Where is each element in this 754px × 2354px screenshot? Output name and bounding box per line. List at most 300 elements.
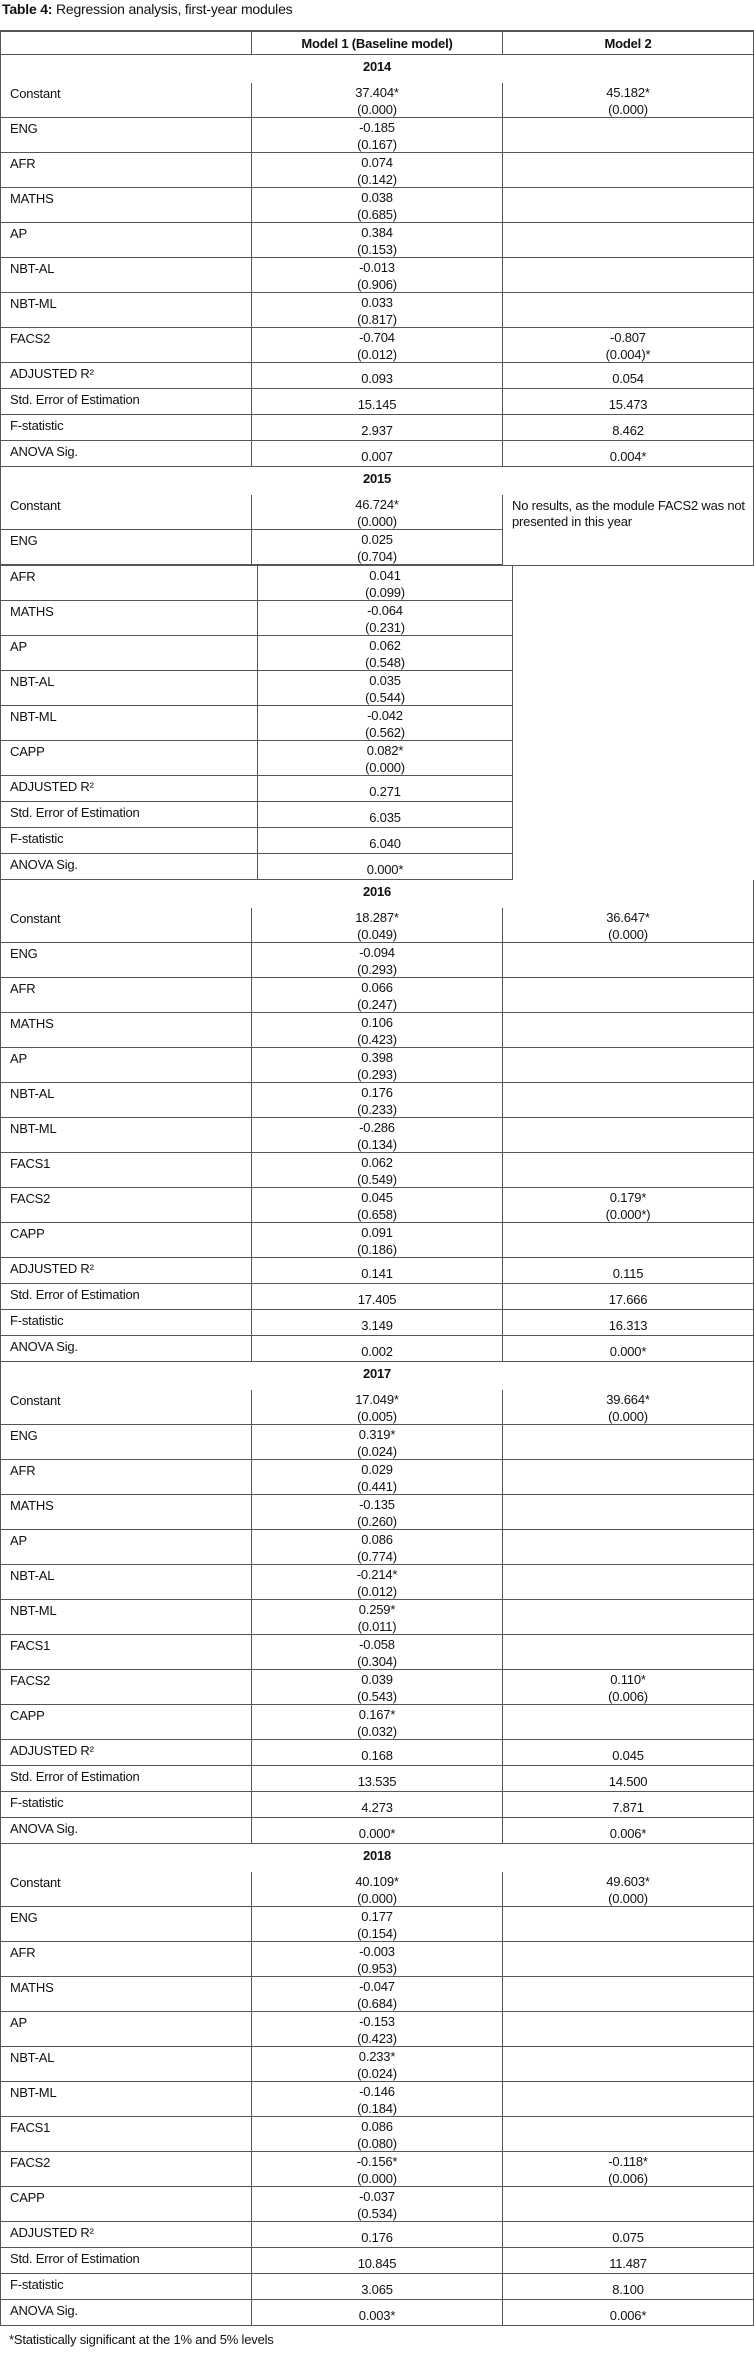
coefficient: 0.074 bbox=[361, 155, 393, 170]
model2-value bbox=[502, 1258, 754, 1283]
row-label: FACS1 bbox=[0, 2117, 251, 2151]
coefficient: 0.167* bbox=[358, 1707, 396, 1722]
stat-label: ADJUSTED R² bbox=[0, 2222, 251, 2247]
coefficient: 0.086 bbox=[361, 1532, 393, 1547]
p-value: (0.080) bbox=[357, 2136, 397, 2151]
stat-label: ANOVA Sig. bbox=[0, 2300, 251, 2325]
stat-label: ADJUSTED R² bbox=[0, 1740, 251, 1765]
table-row bbox=[0, 1223, 754, 1258]
p-value: (0.233) bbox=[357, 1102, 397, 1117]
table-row bbox=[0, 2082, 754, 2117]
model1-value bbox=[251, 2187, 502, 2221]
p-value: (0.012) bbox=[357, 1584, 397, 1599]
table-caption: Regression analysis, first-year modules bbox=[52, 1, 293, 17]
model2-value bbox=[502, 1390, 754, 1424]
stat-label: F-statistic bbox=[0, 1310, 251, 1335]
coefficient: 0.062 bbox=[361, 1155, 393, 1170]
stat-value: 8.462 bbox=[612, 423, 644, 438]
year-row-2015: 2015 bbox=[0, 467, 754, 495]
stat-row bbox=[0, 1258, 754, 1284]
year-row-2017: 2017 bbox=[0, 1362, 754, 1390]
stat-row bbox=[0, 1336, 754, 1362]
p-value: (0.000) bbox=[608, 1891, 648, 1906]
p-value: (0.423) bbox=[357, 1032, 397, 1047]
p-value: (0.167) bbox=[357, 137, 397, 152]
p-value: (0.000*) bbox=[605, 1207, 651, 1222]
row-label: CAPP bbox=[0, 741, 257, 775]
model1-value bbox=[251, 1740, 502, 1765]
row-label: Constant bbox=[0, 495, 251, 530]
table-row bbox=[0, 83, 754, 118]
row-label: FACS2 bbox=[0, 2152, 251, 2186]
model2-value bbox=[502, 83, 754, 117]
coefficient: 0.106 bbox=[361, 1015, 393, 1030]
table-row bbox=[0, 1977, 754, 2012]
row-label: AFR bbox=[0, 1460, 251, 1494]
model1-value bbox=[251, 1705, 502, 1739]
stat-value: 0.002 bbox=[361, 1344, 393, 1359]
coefficient: -0.003 bbox=[359, 1944, 395, 1959]
stat-row bbox=[0, 441, 754, 467]
row-label: MATHS bbox=[0, 1495, 251, 1529]
row-label: MATHS bbox=[0, 601, 257, 635]
model1-value bbox=[251, 1460, 502, 1494]
coefficient: -0.704 bbox=[359, 330, 395, 345]
coefficient: -0.094 bbox=[359, 945, 395, 960]
p-value: (0.293) bbox=[357, 962, 397, 977]
table-row bbox=[0, 978, 754, 1013]
coefficient: 0.039 bbox=[361, 1672, 393, 1687]
stat-row bbox=[0, 828, 513, 854]
table-row bbox=[0, 1425, 754, 1460]
model2-value bbox=[502, 441, 754, 466]
p-value: (0.000) bbox=[357, 1891, 397, 1906]
row-label: FACS1 bbox=[0, 1153, 251, 1187]
p-value: (0.704) bbox=[357, 549, 397, 564]
model1-value bbox=[251, 1258, 502, 1283]
coefficient: 40.109* bbox=[355, 1874, 399, 1889]
coefficient: -0.037 bbox=[359, 2189, 395, 2204]
model1-value bbox=[257, 636, 513, 670]
model1-value bbox=[251, 1048, 502, 1082]
model1-value bbox=[257, 828, 513, 853]
stat-value: 0.006* bbox=[609, 1826, 647, 1841]
model2-value bbox=[502, 1977, 754, 2011]
stat-value: 0.000* bbox=[366, 862, 404, 877]
p-value: (0.006) bbox=[608, 1689, 648, 1704]
stat-value: 8.100 bbox=[612, 2282, 644, 2297]
coefficient: 36.647* bbox=[606, 910, 650, 925]
table-row bbox=[0, 1600, 754, 1635]
model2-value bbox=[502, 328, 754, 362]
stat-value: 0.115 bbox=[612, 1266, 644, 1281]
stat-value: 0.075 bbox=[612, 2230, 644, 2245]
stat-row bbox=[0, 363, 754, 389]
model2-value bbox=[502, 1460, 754, 1494]
model2-value bbox=[502, 1792, 754, 1817]
row-label: AP bbox=[0, 1530, 251, 1564]
table-row bbox=[0, 636, 513, 671]
coefficient: -0.146 bbox=[359, 2084, 395, 2099]
p-value: (0.011) bbox=[357, 1619, 397, 1634]
model2-value bbox=[502, 978, 754, 1012]
stat-value: 6.040 bbox=[369, 836, 401, 851]
p-value: (0.260) bbox=[357, 1514, 397, 1529]
model1-value bbox=[257, 671, 513, 705]
row-label: NBT-AL bbox=[0, 258, 251, 292]
model2-value bbox=[502, 1284, 754, 1309]
table-row bbox=[0, 1460, 754, 1495]
model1-value bbox=[251, 1223, 502, 1257]
table-row bbox=[0, 1083, 754, 1118]
stat-row bbox=[0, 1284, 754, 1310]
model1-value bbox=[257, 706, 513, 740]
stat-label: ANOVA Sig. bbox=[0, 1336, 251, 1361]
table-row bbox=[0, 2152, 754, 2187]
model2-value bbox=[502, 1083, 754, 1117]
stat-value: 16.313 bbox=[608, 1318, 648, 1333]
model1-value bbox=[251, 943, 502, 977]
model2-value bbox=[502, 1495, 754, 1529]
model2-value bbox=[502, 363, 754, 388]
footnote: *Statistically significant at the 1% and 5% levels bbox=[9, 2332, 274, 2347]
p-value: (0.000) bbox=[608, 102, 648, 117]
stat-value: 15.473 bbox=[608, 397, 648, 412]
model1-value bbox=[251, 2248, 502, 2273]
coefficient: -0.156* bbox=[356, 2154, 398, 2169]
stat-value: 15.145 bbox=[357, 397, 397, 412]
model1-value bbox=[251, 1635, 502, 1669]
coefficient: 0.038 bbox=[361, 190, 393, 205]
stat-row bbox=[0, 854, 513, 880]
stat-row bbox=[0, 1792, 754, 1818]
model1-value bbox=[251, 1872, 502, 1906]
table-row bbox=[0, 1495, 754, 1530]
row-label: CAPP bbox=[0, 1223, 251, 1257]
model2-value bbox=[502, 118, 754, 152]
row-label: AP bbox=[0, 223, 251, 257]
p-value: (0.441) bbox=[357, 1479, 397, 1494]
p-value: (0.032) bbox=[357, 1724, 397, 1739]
p-value: (0.231) bbox=[365, 620, 405, 635]
stat-label: F-statistic bbox=[0, 415, 251, 440]
row-label: MATHS bbox=[0, 1977, 251, 2011]
stat-value: 14.500 bbox=[608, 1774, 648, 1789]
coefficient: -0.185 bbox=[359, 120, 395, 135]
table-row bbox=[0, 943, 754, 978]
section-2015-top bbox=[0, 495, 754, 566]
model1-value bbox=[251, 1766, 502, 1791]
coefficient: 0.091 bbox=[361, 1225, 393, 1240]
model2-value bbox=[502, 188, 754, 222]
stat-label: ANOVA Sig. bbox=[0, 441, 251, 466]
p-value: (0.142) bbox=[357, 172, 397, 187]
model1-value bbox=[251, 1530, 502, 1564]
stat-value: 3.065 bbox=[361, 2282, 393, 2297]
p-value: (0.153) bbox=[357, 242, 397, 257]
table-row bbox=[0, 1942, 754, 1977]
table-row bbox=[0, 1565, 754, 1600]
coefficient: -0.153 bbox=[359, 2014, 395, 2029]
model1-value bbox=[251, 530, 502, 565]
model2-value bbox=[502, 1048, 754, 1082]
coefficient: -0.058 bbox=[359, 1637, 395, 1652]
model1-value bbox=[251, 153, 502, 187]
model1-value bbox=[251, 1188, 502, 1222]
table-row bbox=[0, 1670, 754, 1705]
model1-value bbox=[251, 2152, 502, 2186]
model1-value bbox=[257, 566, 513, 600]
model1-value bbox=[251, 495, 502, 530]
row-label: ENG bbox=[0, 1425, 251, 1459]
p-value: (0.684) bbox=[357, 1996, 397, 2011]
table-row bbox=[0, 1907, 754, 1942]
model1-value bbox=[251, 83, 502, 117]
stat-value: 7.871 bbox=[612, 1800, 644, 1815]
coefficient: 0.179* bbox=[609, 1190, 647, 1205]
model1-value bbox=[251, 1390, 502, 1424]
p-value: (0.774) bbox=[357, 1549, 397, 1564]
p-value: (0.534) bbox=[357, 2206, 397, 2221]
row-label: NBT-AL bbox=[0, 1565, 251, 1599]
table-row bbox=[0, 2047, 754, 2082]
p-value: (0.423) bbox=[357, 2031, 397, 2046]
table-row bbox=[0, 566, 513, 601]
model2-value bbox=[502, 1818, 754, 1843]
table-row bbox=[0, 2012, 754, 2047]
coefficient: 0.066 bbox=[361, 980, 393, 995]
model1-value bbox=[251, 415, 502, 440]
model1-value bbox=[251, 1907, 502, 1941]
stat-row bbox=[0, 802, 513, 828]
p-value: (0.685) bbox=[357, 207, 397, 222]
model2-value bbox=[502, 2117, 754, 2151]
model1-value bbox=[251, 293, 502, 327]
stat-value: 0.176 bbox=[361, 2230, 393, 2245]
model2-value bbox=[502, 258, 754, 292]
model1-value bbox=[251, 1310, 502, 1335]
row-label: AP bbox=[0, 1048, 251, 1082]
table-row bbox=[0, 1188, 754, 1223]
row-label: NBT-AL bbox=[0, 1083, 251, 1117]
row-label: NBT-AL bbox=[0, 671, 257, 705]
row-label: FACS2 bbox=[0, 1670, 251, 1704]
stat-label: ANOVA Sig. bbox=[0, 1818, 251, 1843]
coefficient: -0.807 bbox=[610, 330, 646, 345]
stat-label: Std. Error of Estimation bbox=[0, 1766, 251, 1791]
stat-label: ANOVA Sig. bbox=[0, 854, 257, 879]
p-value: (0.658) bbox=[357, 1207, 397, 1222]
table-row bbox=[0, 601, 513, 636]
model2-value bbox=[502, 1530, 754, 1564]
model1-value bbox=[251, 1284, 502, 1309]
table-row bbox=[0, 671, 513, 706]
coefficient: 37.404* bbox=[355, 85, 399, 100]
model2-value bbox=[502, 1223, 754, 1257]
header-model1: Model 1 (Baseline model) bbox=[251, 32, 502, 54]
row-label: MATHS bbox=[0, 1013, 251, 1047]
row-label: AP bbox=[0, 636, 257, 670]
table-row bbox=[0, 118, 754, 153]
model1-value bbox=[257, 776, 513, 801]
table-row bbox=[0, 1530, 754, 1565]
stat-value: 0.271 bbox=[369, 784, 401, 799]
stat-value: 0.045 bbox=[612, 1748, 644, 1763]
coefficient: 0.384 bbox=[361, 225, 393, 240]
model2-value bbox=[502, 1425, 754, 1459]
coefficient: 0.176 bbox=[361, 1085, 393, 1100]
row-label: Constant bbox=[0, 1390, 251, 1424]
stat-value: 13.535 bbox=[357, 1774, 397, 1789]
coefficient: -0.064 bbox=[367, 603, 403, 618]
stat-value: 17.666 bbox=[608, 1292, 648, 1307]
model2-value bbox=[502, 2187, 754, 2221]
table-row bbox=[0, 741, 513, 776]
table-row bbox=[0, 1872, 754, 1907]
model2-value bbox=[502, 1907, 754, 1941]
model1-value bbox=[251, 1118, 502, 1152]
stat-row bbox=[0, 2274, 754, 2300]
p-value: (0.099) bbox=[365, 585, 405, 600]
coefficient: 0.398 bbox=[361, 1050, 393, 1065]
p-value: (0.049) bbox=[357, 927, 397, 942]
model2-value bbox=[502, 1118, 754, 1152]
coefficient: 49.603* bbox=[606, 1874, 650, 1889]
header-model2: Model 2 bbox=[502, 32, 754, 54]
stat-value: 0.093 bbox=[361, 371, 393, 386]
model1-value bbox=[257, 601, 513, 635]
p-value: (0.012) bbox=[357, 347, 397, 362]
p-value: (0.817) bbox=[357, 312, 397, 327]
stat-label: ADJUSTED R² bbox=[0, 1258, 251, 1283]
coefficient: 0.086 bbox=[361, 2119, 393, 2134]
model2-value bbox=[502, 1942, 754, 1976]
stat-row bbox=[0, 2300, 754, 2326]
stat-value: 6.035 bbox=[369, 810, 401, 825]
stat-row bbox=[0, 2222, 754, 2248]
coefficient: 0.082* bbox=[366, 743, 404, 758]
model1-value bbox=[251, 363, 502, 388]
coefficient: -0.286 bbox=[359, 1120, 395, 1135]
table-row bbox=[0, 1390, 754, 1425]
stat-row bbox=[0, 389, 754, 415]
coefficient: -0.013 bbox=[359, 260, 395, 275]
model2-value bbox=[502, 2222, 754, 2247]
p-value: (0.000) bbox=[357, 514, 397, 529]
stat-row bbox=[0, 2248, 754, 2274]
stat-label: F-statistic bbox=[0, 1792, 251, 1817]
table-row bbox=[0, 2187, 754, 2222]
stat-value: 0.000* bbox=[358, 1826, 396, 1841]
stat-value: 4.273 bbox=[361, 1800, 393, 1815]
model2-value bbox=[502, 2047, 754, 2081]
table-row bbox=[0, 328, 754, 363]
model2-value bbox=[502, 1565, 754, 1599]
p-value: (0.000) bbox=[357, 102, 397, 117]
coefficient: 0.110* bbox=[610, 1672, 646, 1687]
model1-value bbox=[251, 1977, 502, 2011]
coefficient: 0.029 bbox=[361, 1462, 393, 1477]
stat-row bbox=[0, 776, 513, 802]
stat-value: 0.054 bbox=[612, 371, 644, 386]
p-value: (0.184) bbox=[357, 2101, 397, 2116]
model2-value bbox=[502, 2152, 754, 2186]
row-label: NBT-ML bbox=[0, 2082, 251, 2116]
table-row bbox=[0, 293, 754, 328]
p-value: (0.024) bbox=[357, 2066, 397, 2081]
row-label: NBT-ML bbox=[0, 706, 257, 740]
model2-value bbox=[502, 2300, 754, 2325]
coefficient: -0.118* bbox=[608, 2154, 648, 2169]
table-row bbox=[0, 1118, 754, 1153]
model2-value bbox=[502, 943, 754, 977]
p-value: (0.000) bbox=[608, 1409, 648, 1424]
row-label: ENG bbox=[0, 1907, 251, 1941]
model2-value bbox=[502, 1635, 754, 1669]
coefficient: 0.233* bbox=[358, 2049, 396, 2064]
table-row bbox=[0, 223, 754, 258]
coefficient: 0.033 bbox=[361, 295, 393, 310]
model1-value bbox=[251, 1153, 502, 1187]
model2-value bbox=[502, 153, 754, 187]
row-label: AFR bbox=[0, 153, 251, 187]
p-value: (0.906) bbox=[357, 277, 397, 292]
model1-value bbox=[251, 2082, 502, 2116]
table-row bbox=[0, 2117, 754, 2152]
coefficient: 45.182* bbox=[606, 85, 650, 100]
row-label: AFR bbox=[0, 1942, 251, 1976]
p-value: (0.000) bbox=[357, 2171, 397, 2186]
p-value: (0.953) bbox=[357, 1961, 397, 1976]
model1-value bbox=[251, 1600, 502, 1634]
stat-value: 10.845 bbox=[357, 2256, 397, 2271]
row-label: ENG bbox=[0, 118, 251, 152]
model1-value bbox=[251, 1083, 502, 1117]
regression-table bbox=[0, 30, 754, 2326]
coefficient: -0.214* bbox=[356, 1567, 398, 1582]
stat-value: 0.004* bbox=[609, 449, 647, 464]
model1-value bbox=[251, 2300, 502, 2325]
header-row bbox=[0, 30, 754, 55]
p-value: (0.000) bbox=[608, 927, 648, 942]
table-row bbox=[0, 1705, 754, 1740]
coefficient: 0.259* bbox=[358, 1602, 396, 1617]
model1-value bbox=[251, 1013, 502, 1047]
model1-value bbox=[251, 328, 502, 362]
table-row bbox=[0, 706, 513, 741]
stat-value: 0.168 bbox=[361, 1748, 393, 1763]
model1-value bbox=[251, 978, 502, 1012]
row-label: FACS2 bbox=[0, 1188, 251, 1222]
p-value: (0.186) bbox=[357, 1242, 397, 1257]
coefficient: 0.062 bbox=[369, 638, 401, 653]
stat-label: Std. Error of Estimation bbox=[0, 389, 251, 414]
table-row bbox=[0, 908, 754, 943]
table-row bbox=[0, 1013, 754, 1048]
coefficient: 39.664* bbox=[606, 1392, 650, 1407]
row-label: CAPP bbox=[0, 2187, 251, 2221]
p-value: (0.548) bbox=[365, 655, 405, 670]
stat-value: 0.006* bbox=[609, 2308, 647, 2323]
table-row bbox=[0, 1153, 754, 1188]
model2-value bbox=[502, 2012, 754, 2046]
p-value: (0.544) bbox=[365, 690, 405, 705]
row-label: ENG bbox=[0, 943, 251, 977]
model2-value bbox=[502, 293, 754, 327]
coefficient: -0.135 bbox=[359, 1497, 395, 1512]
p-value: (0.154) bbox=[357, 1926, 397, 1941]
model2-value bbox=[502, 389, 754, 414]
